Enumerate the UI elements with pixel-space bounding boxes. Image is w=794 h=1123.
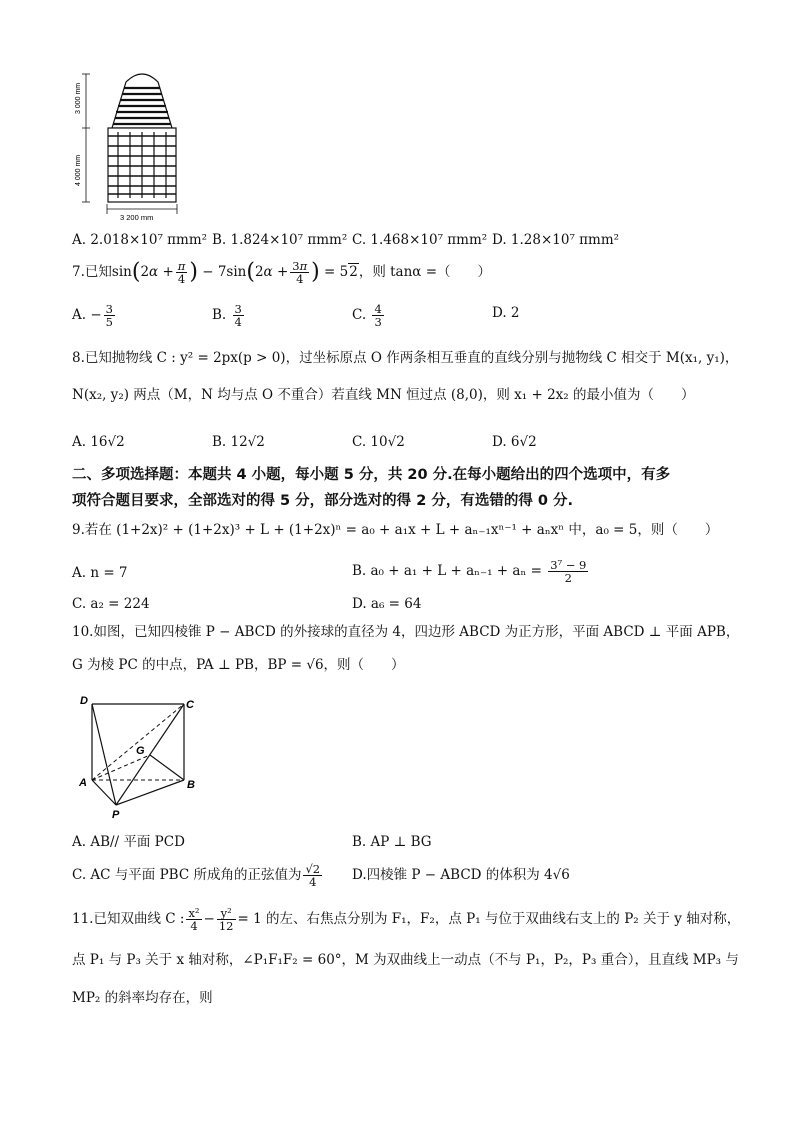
q10-label-c: C: [186, 699, 194, 711]
q10-line1: 10.如图，已知四棱锥 P − ABCD 的外接球的直径为 4，四边形 ABCD 为正方形，平面 ABCD ⊥ 平面 APB，: [72, 624, 740, 640]
q11-frac1-num: x²: [188, 906, 200, 920]
q8-line2: N(x₂, y₂) 两点（M，N 均与点 O 不重合）若直线 MN 恒过点 (8,0)，则 x₁ + 2x₂ 的最小值为（ ）: [72, 387, 695, 403]
q10-option-a: A. AB// 平面 PCD: [72, 834, 185, 850]
q10-option-b: B. AP ⊥ BG: [352, 834, 432, 850]
q7-number: 7.: [72, 264, 85, 280]
q10-line2: G 为棱 PC 的中点，PA ⊥ PB，BP = √6，则（ ）: [72, 657, 405, 673]
section2-line1: 二、多项选择题：本题共 4 小题，每小题 5 分，共 20 分.在每小题给出的四个选项中，有多: [72, 467, 671, 483]
q7-option-a: A. − $\frac{3}{5}$: [72, 302, 113, 329]
q9-option-d: D. a₆ = 64: [352, 596, 422, 612]
q6-figure: [74, 72, 190, 222]
q8-option-d: D. 6√2: [492, 434, 537, 450]
q10-label-p: P: [112, 809, 120, 820]
q6-dim-bottom: 4 000 mm: [75, 154, 82, 186]
q11-frac1-den: 4: [190, 919, 198, 933]
q10-option-c-num: √2: [305, 862, 321, 876]
q10-label-b: B: [187, 779, 195, 791]
q10-figure: [74, 692, 204, 820]
q9-stem: 9.若在 (1+2x)² + (1+2x)³ + L + (1+2x)ⁿ = a₀ + a₁x + L + aₙ₋₁xⁿ⁻¹ + aₙxⁿ 中，a₀ = 5，则（ ）: [72, 522, 719, 538]
q11-line2: 点 P₁ 与 P₃ 关于 x 轴对称，∠P₁F₁F₂ = 60°，M 为双曲线上一动点（不与 P₁，P₂，P₃ 重合），且直线 MP₃ 与: [72, 952, 739, 968]
q11-line1-rest: = 1 的左、右焦点分别为 F₁，F₂，点 P₁ 与位于双曲线右支上的 P₂ 关于 y 轴对称，: [237, 911, 741, 927]
q8-option-a: A. 16√2: [72, 434, 125, 450]
q10-label-g: G: [136, 745, 145, 757]
q11-line3: MP₂ 的斜率均存在，则: [72, 990, 213, 1006]
q7-option-b: B. $\frac{3}{4}$: [212, 302, 242, 329]
q10-option-d: D.四棱锥 P − ABCD 的体积为 4√6: [352, 867, 570, 883]
q8-option-b: B. 12√2: [212, 434, 265, 450]
q9-option-b-den: 2: [564, 571, 572, 585]
q10-option-c: [72, 860, 324, 890]
q6-option-b: B. 1.824×10⁷ πmm²: [212, 232, 348, 248]
section2-line2: 项符合题目要求，全部选对的得 5 分，部分选对的得 2 分，有选错的得 0 分.: [72, 493, 574, 509]
q7-stem: 7.已知sin(2α + $\frac{\pi}{4}$ ) − 7sin(2α + $\frac{3\pi}{4}$ ) = 52，则 tanα =（ ）: [72, 259, 492, 286]
q11-frac2-den: 12: [218, 919, 234, 933]
q11-line1: 11.已知双曲线 C : $\frac{\text{x²}}{4}$ − $\frac{\text{y²}}{12}$ = 1 的左、右焦点分别为 F₁，F₂，点 P₁ 与位于双曲线右支上的 P₂ 关于 y 轴对称，: [72, 906, 741, 933]
q11-prefix: 11.已知双曲线 C :: [72, 911, 185, 927]
q9-option-b: [352, 557, 590, 585]
q9-option-b-num: 3⁷ − 9: [550, 558, 587, 572]
q10-option-c-den: 4: [309, 875, 317, 889]
q10-label-d: D: [80, 695, 88, 707]
q10-option-c-text: C. AC 与平面 PBC 所成角的正弦值为: [72, 867, 302, 883]
q9-option-a: A. n = 7: [72, 565, 128, 581]
q6-dim-width: 3 200 mm: [120, 213, 154, 222]
q7-option-c: C. $\frac{4}{3}$: [352, 302, 382, 329]
q6-option-d: D. 1.28×10⁷ πmm²: [492, 232, 620, 248]
q6-dim-top: 3 000 mm: [75, 82, 82, 114]
q11-frac2-num: y²: [217, 907, 236, 920]
q9-option-b-text: B. a₀ + a₁ + L + aₙ₋₁ + aₙ =: [352, 563, 542, 579]
q10-label-a: A: [79, 777, 87, 789]
section2-heading: [72, 462, 732, 514]
q7-option-d: D. 2: [492, 305, 520, 321]
q7-text-pre: 已知: [84, 264, 112, 280]
q8-option-c: C. 10√2: [352, 434, 405, 450]
q6-option-c: C. 1.468×10⁷ πmm²: [352, 232, 488, 248]
q9-option-c: C. a₂ = 224: [72, 596, 150, 612]
q7-text-tail: ，则 tanα =（ ）: [358, 264, 492, 280]
q6-option-a: A. 2.018×10⁷ πmm²: [72, 232, 208, 248]
q8-line1: 8.已知抛物线 C : y² = 2px(p > 0)，过坐标原点 O 作两条相互垂直的直线分别与抛物线 C 相交于 M(x₁, y₁)，: [72, 350, 739, 366]
